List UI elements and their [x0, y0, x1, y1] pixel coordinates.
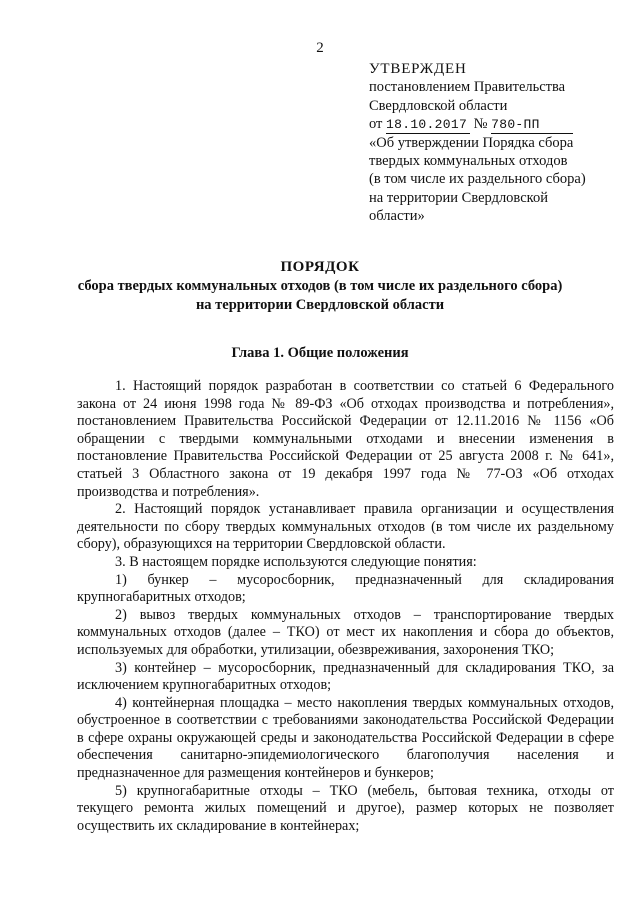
chapter-title: Глава 1. Общие положения: [231, 345, 409, 361]
approval-quote-line-2: твердых коммунальных отходов: [369, 153, 568, 170]
approval-quote-line-5: области»: [369, 208, 425, 225]
definition-5: 5) крупногабаритные отходы – ТКО (мебель, бытовая техника, отходы от текущего ремонта жилых помещений и другое), размер которых не позволяет осуществить их складирование в контейнерах;: [77, 782, 614, 834]
document-title: [40, 258, 600, 315]
approval-line-2: Свердловской области: [369, 97, 508, 114]
date-field: [386, 116, 470, 134]
paragraph-1: 1. Настоящий порядок разработан в соответствии со статьей 6 Федерального закона от 24 июня 1998 года № 89-ФЗ «Об отходах производства и потребления», постановлением Правительства Российской Федерации от 12.11.2016 № 1156 «Об обращении с твердыми коммунальными отходами и внесении изменения в постановление Правительства Российской Федерации от 25 августа 2008 г. № 641», статьей 3 Областного закона от 19 декабря 1997 года № 77-ОЗ «Об отходах производства и потребления».: [77, 378, 614, 500]
document-title-main: ПОРЯДОК: [280, 259, 360, 275]
date-prefix: от: [369, 116, 383, 133]
approval-number: 780-ПП: [491, 117, 540, 133]
approval-title: УТВЕРЖДЕН: [369, 61, 467, 77]
approval-date-line: [369, 115, 629, 133]
document-title-sub-1: сбора твердых коммунальных отходов (в том числе их раздельного сбора): [77, 278, 563, 294]
definition-3: 3) контейнер – мусоросборник, предназначенный для складирования ТКО, за исключением крупногабаритных отходов;: [77, 659, 614, 694]
definition-1: 1) бункер – мусоросборник, предназначенный для складирования крупногабаритных отходов;: [77, 571, 614, 606]
document-title-sub-2: на территории Свердловской области: [195, 297, 445, 313]
approval-quote-line-3: (в том числе их раздельного сбора): [369, 171, 586, 188]
number-prefix: №: [473, 116, 488, 133]
paragraph-3: 3. В настоящем порядке используются следующие понятия:: [115, 553, 477, 570]
document-body: [77, 378, 614, 835]
paragraph-2: 2. Настоящий порядок устанавливает правила организации и осуществления деятельности по сбору твердых коммунальных отходов (в том числе их раздельному сбору), образующихся на территории Свердловской области.: [77, 501, 614, 553]
definition-4: 4) контейнерная площадка – место накопления твердых коммунальных отходов, обустроенное в соответствии с требованиями законодательства Российской Федерации в сфере охраны окружающей среды и законодательства Российской Федерации в сфере обеспечения санитарно-эпидемиологического благополучия населения и предназначенное для размещения контейнеров и бункеров;: [77, 694, 614, 782]
approval-stamp: [369, 60, 629, 226]
definition-2: 2) вывоз твердых коммунальных отходов – транспортирование твердых коммунальных отходов (далее – ТКО) от мест их накопления и сбора до объектов, используемых для обработки, утилизации, обезвреживания, захоронения ТКО;: [77, 606, 614, 658]
approval-quote-line-1: «Об утверждении Порядка сбора: [369, 134, 574, 151]
approval-date: 18.10.2017: [386, 117, 468, 133]
page-number: 2: [316, 40, 324, 56]
approval-line-1: постановлением Правительства: [369, 79, 566, 96]
approval-quote-line-4: на территории Свердловской: [369, 189, 548, 206]
number-field: [491, 116, 573, 134]
